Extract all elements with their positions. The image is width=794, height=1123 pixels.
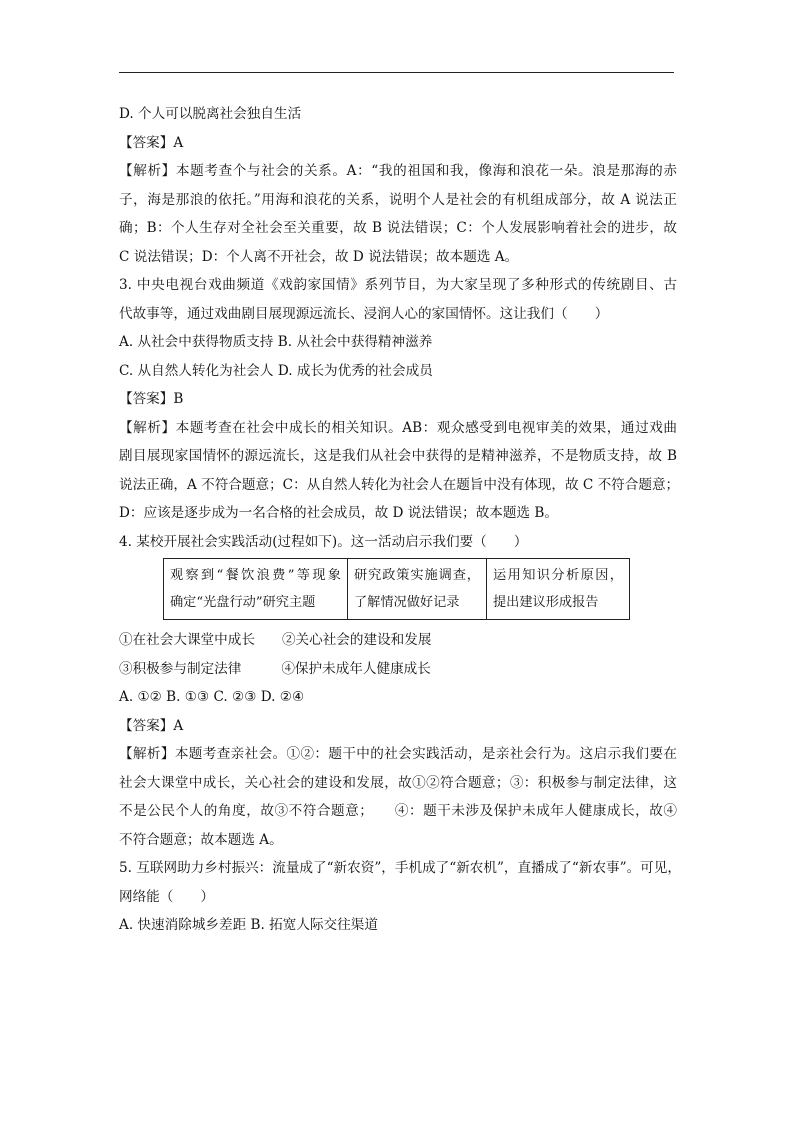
q3-analysis-line: 说法正确，A 不符合题意；C：从自然人转化为社会人在题旨中没有体现，故 C 不符合题意； bbox=[119, 476, 680, 493]
q4-analysis-line: 不是公民个人的角度，故③不符合题意； ④：题干未涉及保护未成年人健康成长，故④ bbox=[119, 803, 677, 819]
q4-stem: 4. 某校开展社会实践活动(过程如下)。这一活动启示我们要（ ） bbox=[119, 533, 528, 550]
q3-analysis-line: 剧目展现家国情怀的源远流长，这是我们从社会中获得的是精神滋养，不是物质支持，故 B bbox=[119, 448, 677, 464]
q3-analysis-line: D：应该是逐步成为一名合格的社会成员，故 D 说法错误；故本题选 B。 bbox=[119, 505, 558, 521]
q3-analysis-line: 【解析】本题考查在社会中成长的相关知识。AB：观众感受到电视审美的效果，通过戏曲 bbox=[119, 419, 677, 436]
q4-analysis-line: 【解析】本题考查亲社会。①②：题干中的社会实践活动，是亲社会行为。这启示我们要在 bbox=[119, 746, 677, 762]
cell-text: 观察到“餐饮浪费”等现象 bbox=[170, 568, 341, 583]
q3-stem-line: 代故事等，通过戏曲剧目展现源远流长、浸润人心的家国情怀。这让我们（ ） bbox=[119, 305, 609, 322]
table-row bbox=[164, 559, 630, 620]
q2-analysis-line: C 说法错误；D：个人离不开社会，故 D 说法错误；故本题选 A。 bbox=[119, 248, 519, 265]
q4-items-row2 bbox=[119, 655, 677, 684]
q4-analysis bbox=[119, 740, 677, 854]
q4-item-2: ②关心社会的建设和发展 bbox=[281, 632, 432, 648]
q4-process-table-wrap bbox=[163, 558, 677, 620]
q3-options-cd: C. 从自然人转化为社会人 D. 成长为优秀的社会成员 bbox=[119, 362, 433, 379]
q4-item-1: ①在社会大课堂中成长 bbox=[119, 632, 255, 648]
cell-text: 提出建议形成报告 bbox=[493, 595, 599, 610]
cell-text: 确定“光盘行动”研究主题 bbox=[170, 595, 316, 610]
q3-options-ab: A. 从社会中获得物质支持 B. 从社会中获得精神滋养 bbox=[119, 334, 433, 350]
q3-stem bbox=[119, 271, 677, 328]
q4-options: A. ①② B. ①③ C. ②③ D. ②④ bbox=[119, 689, 305, 705]
q3-stem-line: 3. 中央电视台戏曲频道《戏韵家国情》系列节目，为大家呈现了多种形式的传统剧目、古 bbox=[119, 277, 677, 293]
q4-answer: 【答案】A bbox=[119, 717, 184, 734]
q5-stem bbox=[119, 854, 681, 911]
q2-analysis-line: 【解析】本题考查个与社会的关系。A：“我的祖国和我，像海和浪花一朵。浪是那海的赤 bbox=[119, 163, 677, 179]
cell-text: 运用知识分析原因， bbox=[493, 568, 623, 583]
q4-process-table bbox=[163, 558, 630, 620]
q4-item-4: ④保护未成年人健康成长 bbox=[281, 660, 431, 677]
q4-analysis-line: 不符合题意；故本题选 A。 bbox=[119, 831, 283, 848]
q5-options-ab: A. 快速消除城乡差距 B. 拓宽人际交往渠道 bbox=[119, 917, 378, 933]
q4-item-3: ③积极参与制定法律 bbox=[119, 660, 242, 677]
header-rule bbox=[119, 72, 674, 73]
q2-analysis-line: 确；B：个人生存对全社会至关重要，故 B 说法错误；C：个人发展影响着社会的进步，故 bbox=[119, 220, 677, 236]
q2-analysis-line: 子，海是那浪的依托。”用海和浪花的关系，说明个人是社会的有机组成部分，故 A 说法正 bbox=[119, 191, 677, 208]
table-cell-report bbox=[487, 559, 630, 620]
q2-option-d: D. 个人可以脱离社会独自生活 bbox=[119, 106, 302, 122]
q3-answer: 【答案】B bbox=[119, 391, 184, 407]
q4-analysis-line: 社会大课堂中成长，关心社会的建设和发展，故①②符合题意；③：积极参与制定法律，这 bbox=[119, 774, 677, 791]
q2-analysis bbox=[119, 157, 677, 271]
table-cell-observe bbox=[164, 559, 348, 620]
q3-analysis bbox=[119, 414, 680, 528]
q2-answer: 【答案】A bbox=[119, 134, 184, 151]
cell-text: 研究政策实施调查， bbox=[354, 568, 480, 583]
q5-stem-line: 5. 互联网助力乡村振兴：流量成了“新农资”，手机成了“新农机”，直播成了“新农事”。可见， bbox=[119, 860, 681, 876]
table-cell-research bbox=[348, 559, 487, 620]
page-content bbox=[119, 100, 681, 940]
cell-text: 了解情况做好记录 bbox=[354, 595, 460, 610]
q4-items-row1 bbox=[119, 626, 677, 655]
q5-stem-line: 网络能（ ） bbox=[119, 888, 215, 905]
